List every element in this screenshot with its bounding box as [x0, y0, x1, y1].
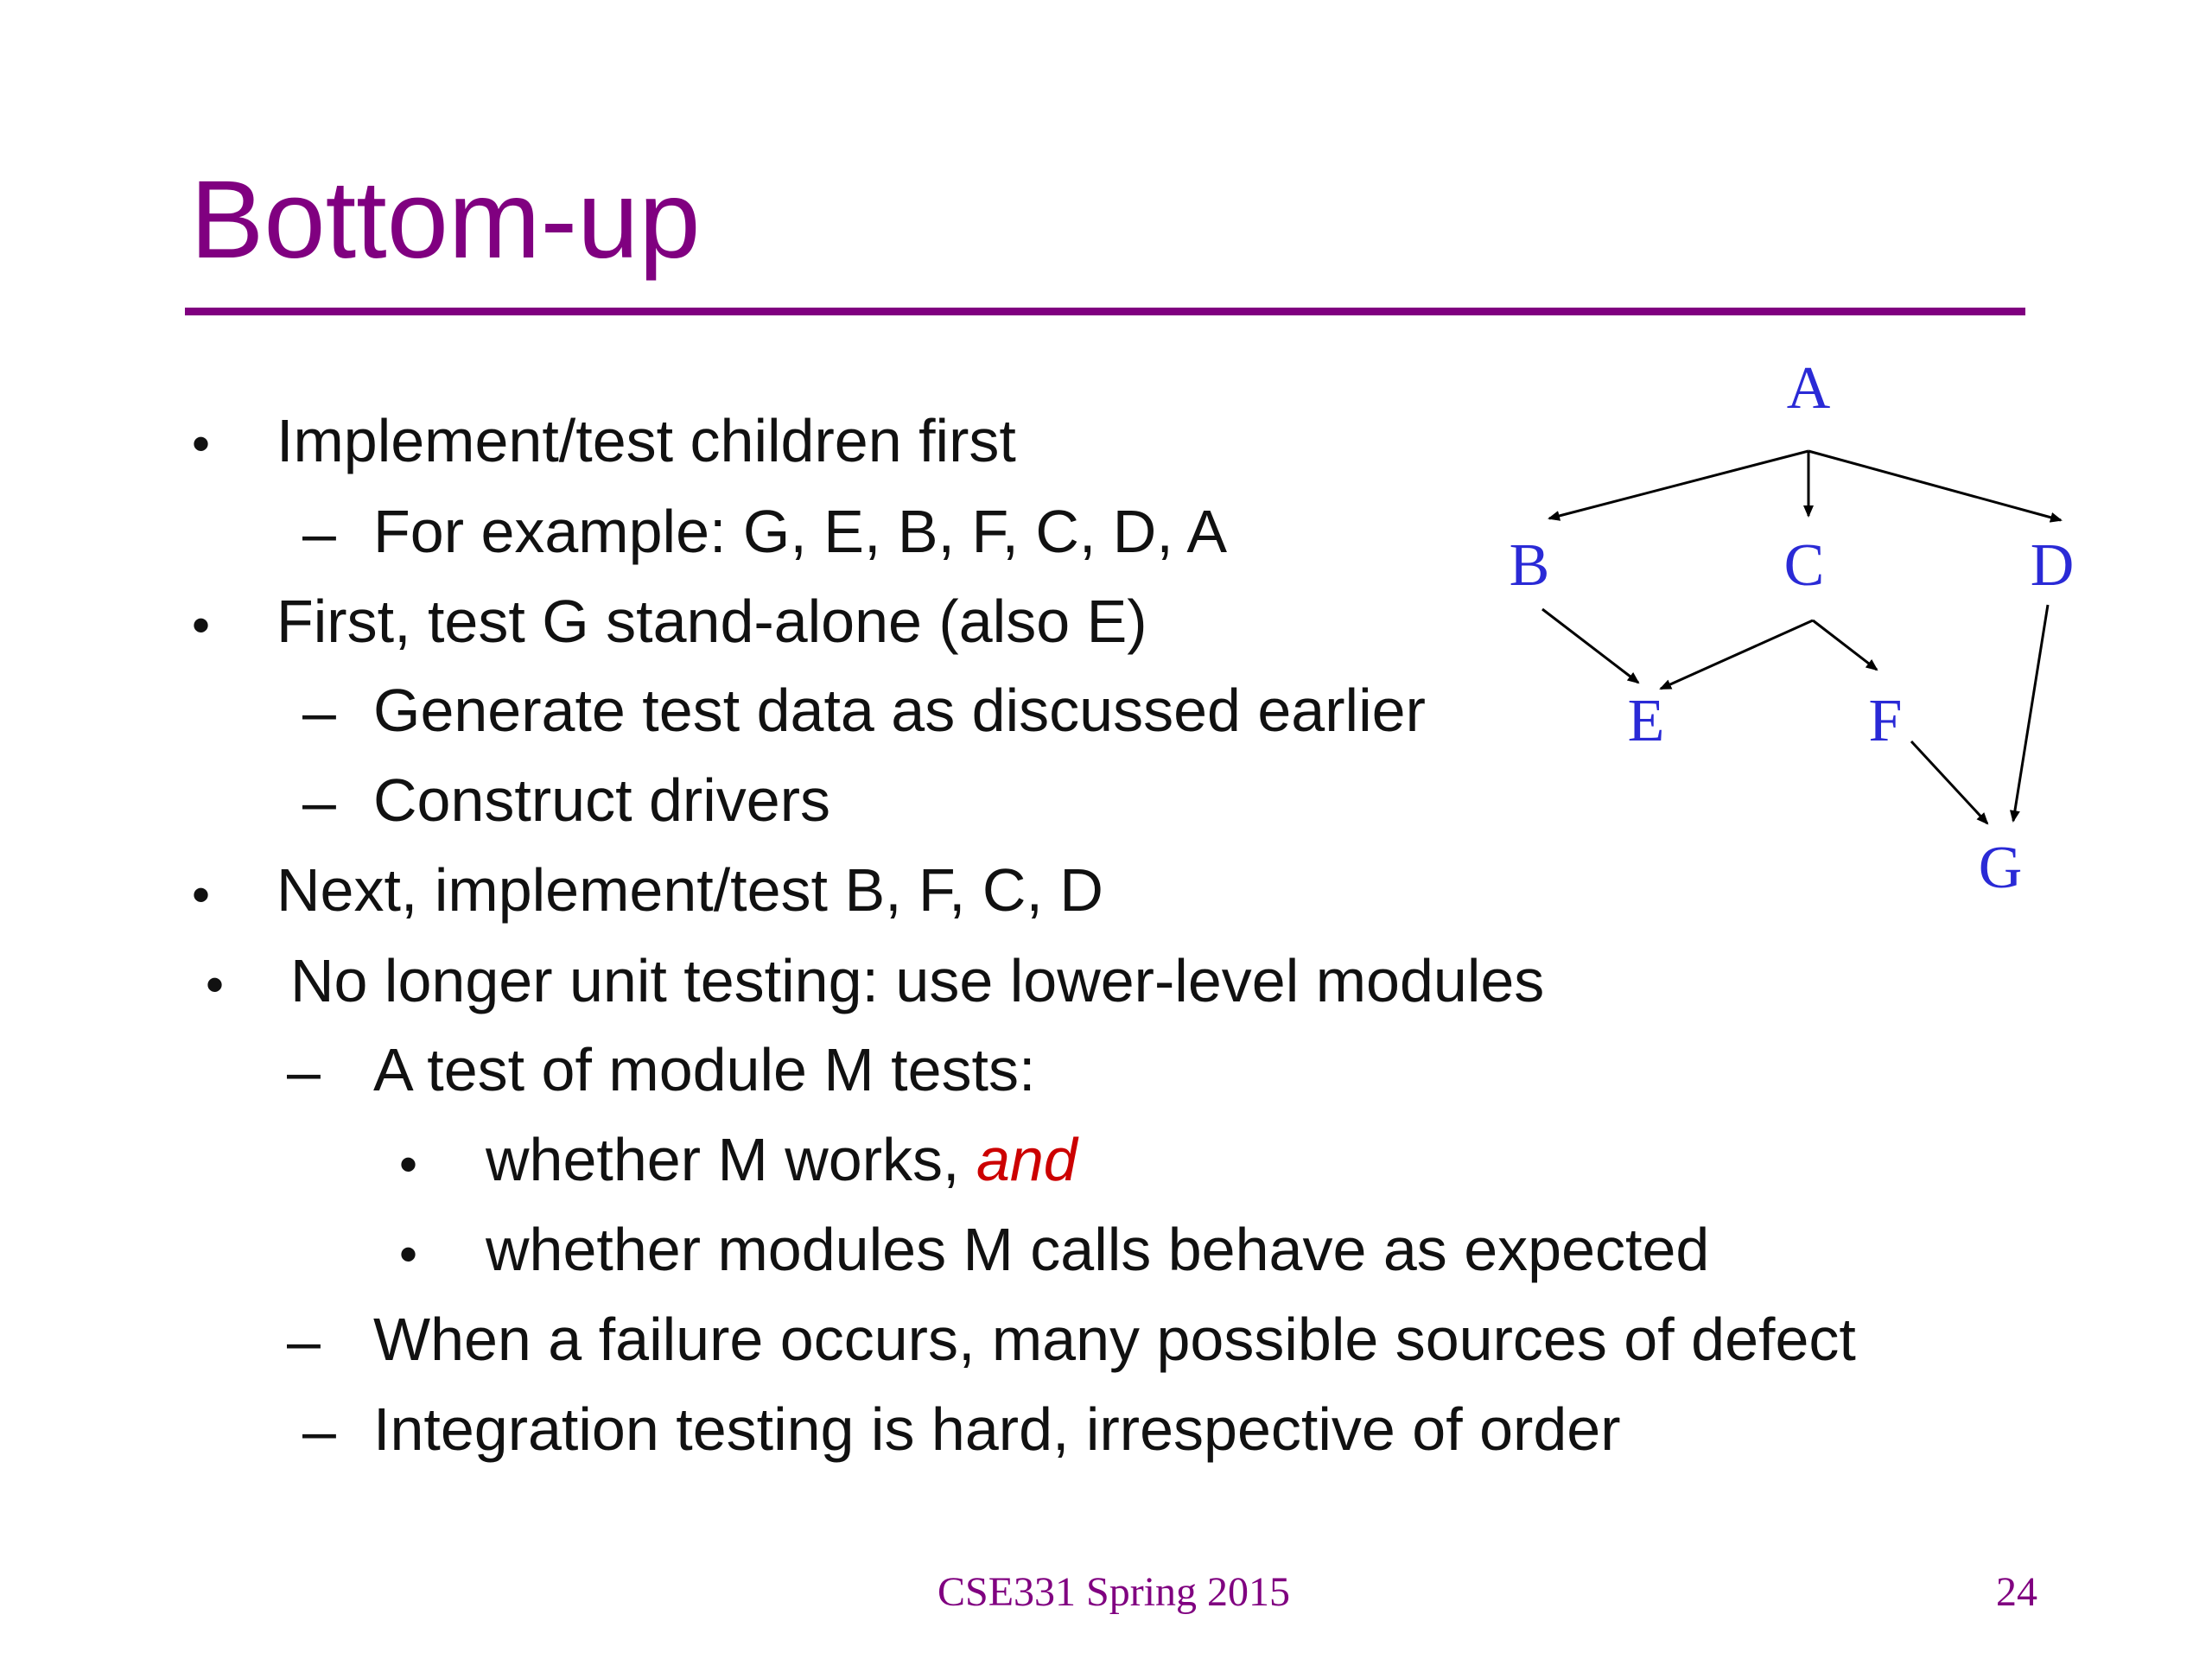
bullet-marker: •	[399, 1225, 418, 1283]
sub-bullet-item: A test of module M tests:	[373, 1036, 1036, 1103]
bullet-item: First, test G stand-alone (also E)	[276, 588, 1147, 655]
node-c: C	[1783, 532, 1825, 599]
dash-marker: –	[302, 768, 336, 836]
bullet-marker: •	[192, 866, 211, 924]
bullet-marker: •	[192, 415, 211, 473]
node-b: B	[1509, 532, 1550, 599]
edge-d-g	[2013, 605, 2048, 821]
bullet-text: whether M works,	[486, 1126, 976, 1193]
edge-b-e	[1542, 609, 1638, 683]
sub-sub-bullet-item	[486, 1123, 1077, 1196]
dash-marker: –	[302, 678, 336, 746]
bullet-item: No longer unit testing: use lower-level modules	[290, 947, 1545, 1014]
edge-a-d	[1808, 451, 2061, 520]
dash-marker: –	[302, 1397, 336, 1465]
page-number: 24	[1996, 1569, 2037, 1615]
node-f: F	[1868, 688, 1903, 754]
slide-title: Bottom-up	[190, 158, 701, 282]
edge-a-b	[1549, 451, 1808, 518]
dash-marker: –	[287, 1038, 321, 1105]
bullet-item: Implement/test children first	[276, 407, 1016, 474]
node-g: G	[1978, 835, 2023, 901]
bullet-marker: •	[399, 1135, 418, 1193]
sub-bullet-item: Integration testing is hard, irrespective of order	[373, 1395, 1621, 1463]
node-d: D	[2030, 532, 2075, 599]
node-e: E	[1627, 688, 1665, 754]
sub-sub-bullet-item: whether modules M calls behave as expected	[486, 1216, 1710, 1283]
dash-marker: –	[287, 1307, 321, 1375]
node-a: A	[1786, 355, 1831, 422]
module-hierarchy-diagram	[1469, 337, 2160, 907]
bullet-marker: •	[192, 596, 211, 654]
footer-text: CSE331 Spring 2015	[938, 1569, 1291, 1615]
dash-marker: –	[302, 499, 336, 567]
sub-bullet-item: Construct drivers	[373, 766, 831, 834]
bullet-marker: •	[206, 956, 225, 1014]
edge-f-g	[1911, 741, 1987, 823]
emphasis-text: and	[976, 1126, 1077, 1193]
sub-bullet-item: For example: G, E, B, F, C, D, A	[373, 498, 1228, 565]
bullet-item: Next, implement/test B, F, C, D	[276, 856, 1103, 924]
edge-c-e	[1661, 620, 1813, 689]
sub-bullet-item: Generate test data as discussed earlier	[373, 677, 1426, 744]
edge-c-f	[1813, 620, 1877, 670]
sub-bullet-item: When a failure occurs, many possible sources of defect	[373, 1306, 1856, 1373]
